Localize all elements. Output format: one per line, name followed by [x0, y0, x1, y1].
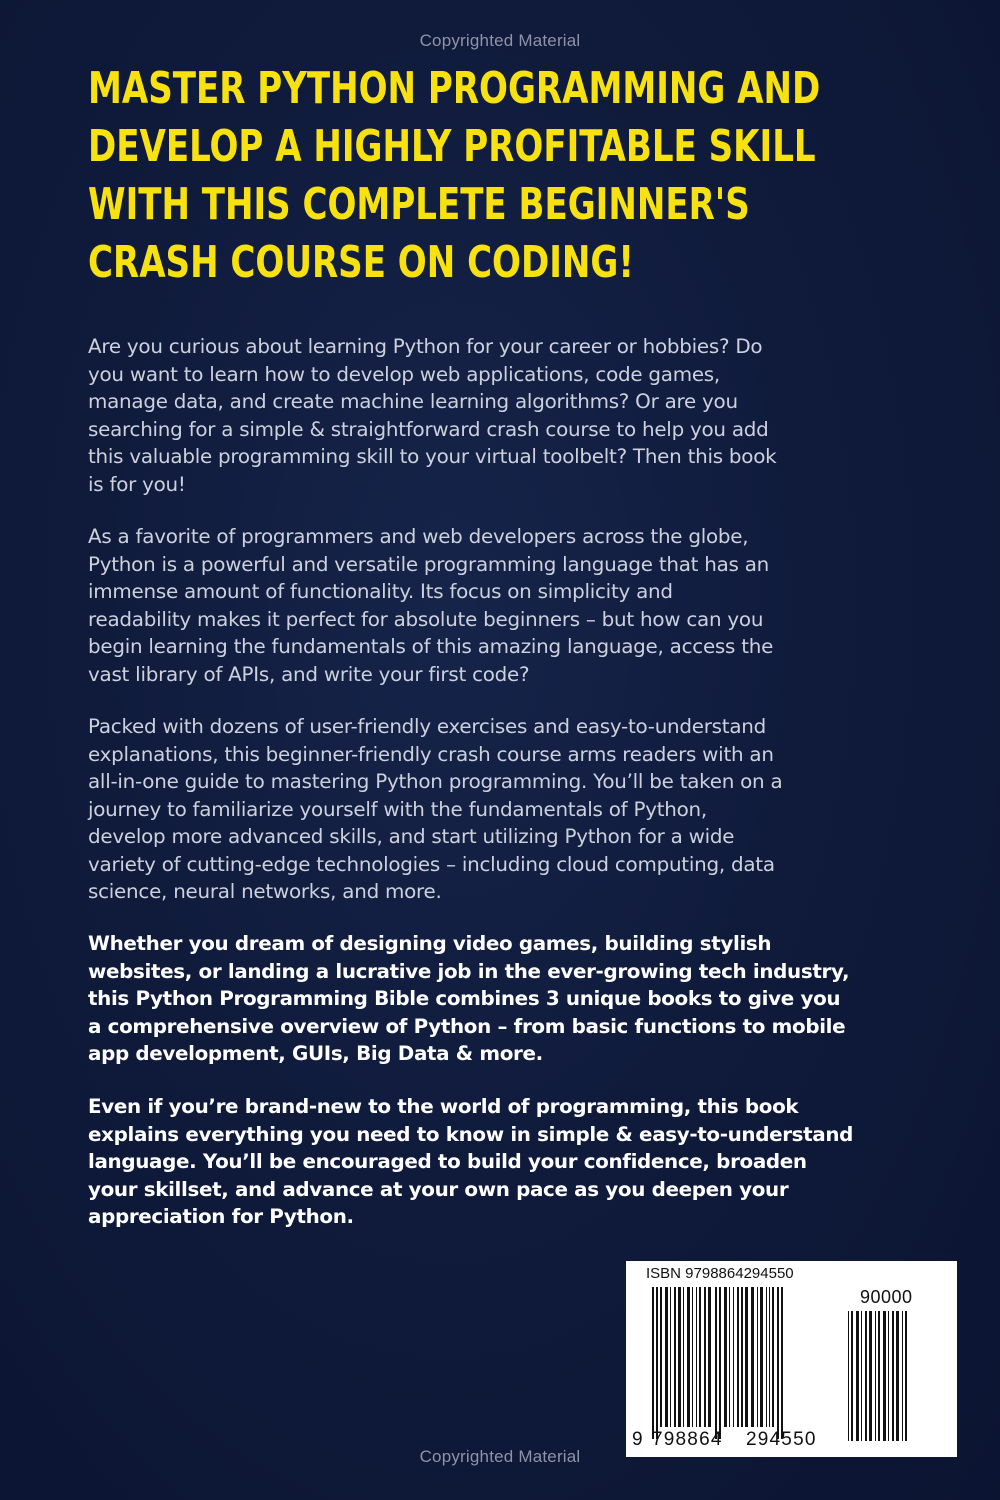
barcode-bar — [865, 1311, 867, 1441]
barcode-bar — [678, 1287, 681, 1427]
headline-line: DEVELOP A HIGHLY PROFITABLE SKILL — [88, 121, 816, 172]
barcode-bar — [892, 1311, 894, 1441]
copyright-watermark-top: Copyrighted Material — [419, 31, 581, 50]
barcode-bar — [848, 1311, 849, 1441]
isbn-barcode — [626, 1261, 957, 1457]
barcode-bar — [665, 1287, 668, 1427]
barcode-bar — [733, 1287, 734, 1427]
barcode-bar — [741, 1287, 743, 1427]
text-line: begin learning the fundamentals of this amazing language, access the — [88, 635, 774, 658]
text-line: this valuable programming skill to your virtual toolbelt? Then this book — [88, 445, 777, 468]
barcode-bar — [772, 1287, 774, 1427]
copyright-watermark-bottom: Copyrighted Material — [419, 1447, 581, 1466]
ean-digits-right: 294550 — [746, 1429, 817, 1450]
isbn-label: ISBN 9798864294550 — [646, 1265, 794, 1282]
barcode-bar — [715, 1287, 717, 1439]
text-line: a comprehensive overview of Python – from basic functions to mobile — [88, 1014, 846, 1038]
barcode-bar — [856, 1311, 859, 1441]
text-line: your skillset, and advance at your own pace as you deepen your — [88, 1177, 789, 1201]
headline — [88, 60, 828, 292]
barcode-bar — [883, 1311, 886, 1441]
barcode-bar — [875, 1311, 876, 1441]
barcode-bar — [769, 1287, 770, 1427]
barcode-bar — [704, 1287, 706, 1427]
text-line: journey to familiarize yourself with the fundamentals of Python, — [88, 797, 707, 821]
text-line: this Python Programming Bible combines 3 unique books to give you — [88, 987, 841, 1010]
barcode-bar — [751, 1287, 754, 1427]
barcode-bar — [699, 1287, 701, 1427]
barcode-bar — [757, 1287, 758, 1427]
ean-digits-left: 798864 — [652, 1429, 723, 1450]
barcode-bar — [674, 1287, 676, 1427]
text-line: Packed with dozens of user-friendly exercises and easy-to-understand — [88, 715, 766, 738]
text-line: Python is a powerful and versatile programming language that has an — [88, 552, 770, 576]
text-line: app development, GUIs, Big Data & more. — [88, 1042, 543, 1065]
text-line: websites, or landing a lucrative job in the ever-growing tech industry, — [88, 959, 850, 983]
barcode-bar — [902, 1311, 903, 1441]
text-line: develop more advanced skills, and start utilizing Python for a wide — [88, 825, 735, 848]
barcode-bar — [851, 1311, 853, 1441]
highlight-paragraph-1 — [88, 930, 924, 1068]
text-line: searching for a simple & straightforward crash course to help you add — [88, 417, 769, 441]
description-paragraph-1 — [88, 333, 924, 498]
barcode-bar — [724, 1287, 727, 1427]
barcode-bar — [656, 1287, 658, 1439]
barcode-bar — [781, 1287, 783, 1439]
barcode-bar — [777, 1287, 779, 1439]
barcode-bar — [729, 1287, 730, 1427]
text-line: you want to learn how to develop web applications, code games, — [88, 362, 720, 386]
barcode-bar — [683, 1287, 684, 1427]
text-line: immense amount of functionality. Its focus on simplicity and — [88, 580, 673, 603]
text-line: Are you curious about learning Python for your career or hobbies? Do — [88, 335, 763, 358]
highlight-paragraph-2 — [88, 1093, 924, 1231]
barcode-bar — [878, 1311, 880, 1441]
barcode-bar — [896, 1311, 899, 1441]
barcode-bar — [670, 1287, 671, 1427]
text-line: science, neural networks, and more. — [88, 880, 442, 903]
description-paragraph-2 — [88, 523, 924, 688]
barcode-bar — [692, 1287, 693, 1427]
headline-line: CRASH COURSE ON CODING! — [88, 237, 634, 288]
barcode-bar — [737, 1287, 739, 1427]
barcode-bar — [660, 1287, 662, 1427]
barcode-bar — [687, 1287, 690, 1427]
text-line: Even if you’re brand-new to the world of programming, this book — [88, 1095, 799, 1118]
text-line: variety of cutting-edge technologies – including cloud computing, data — [88, 852, 775, 876]
headline-line: WITH THIS COMPLETE BEGINNER'S — [88, 179, 750, 230]
text-line: explanations, this beginner-friendly crash course arms readers with an — [88, 742, 774, 766]
text-line: explains everything you need to know in simple & easy-to-understand — [88, 1122, 854, 1146]
ean-digit-first: 9 — [632, 1429, 643, 1450]
barcode-bar — [869, 1311, 872, 1441]
barcode-bar — [766, 1287, 767, 1427]
text-line: appreciation for Python. — [88, 1205, 354, 1228]
text-line: is for you! — [88, 472, 186, 496]
text-line: vast library of APIs, and write your first code? — [88, 662, 530, 686]
barcode-bar — [905, 1311, 907, 1441]
barcode-bar — [652, 1287, 654, 1439]
text-line: language. You’ll be encouraged to build your confidence, broaden — [88, 1150, 807, 1173]
barcode-bar — [708, 1287, 711, 1427]
barcode-bar — [888, 1311, 889, 1441]
price-code: 90000 — [860, 1287, 913, 1307]
barcode-bar — [696, 1287, 697, 1427]
headline-line: MASTER PYTHON PROGRAMMING AND — [88, 63, 821, 114]
barcode-bar — [760, 1287, 763, 1427]
barcode-bars — [626, 1261, 957, 1457]
description-paragraph-3 — [88, 713, 924, 906]
text-line: manage data, and create machine learning algorithms? Or are you — [88, 390, 738, 413]
barcode-bar — [719, 1287, 721, 1439]
text-line: Whether you dream of designing video games, building stylish — [88, 932, 772, 955]
barcode-bar — [861, 1311, 862, 1441]
text-line: readability makes it perfect for absolute beginners – but how can you — [88, 607, 764, 631]
text-line: all-in-one guide to mastering Python programming. You’ll be taken on a — [88, 770, 783, 793]
barcode-bar — [745, 1287, 748, 1427]
text-line: As a favorite of programmers and web developers across the globe, — [88, 525, 749, 548]
